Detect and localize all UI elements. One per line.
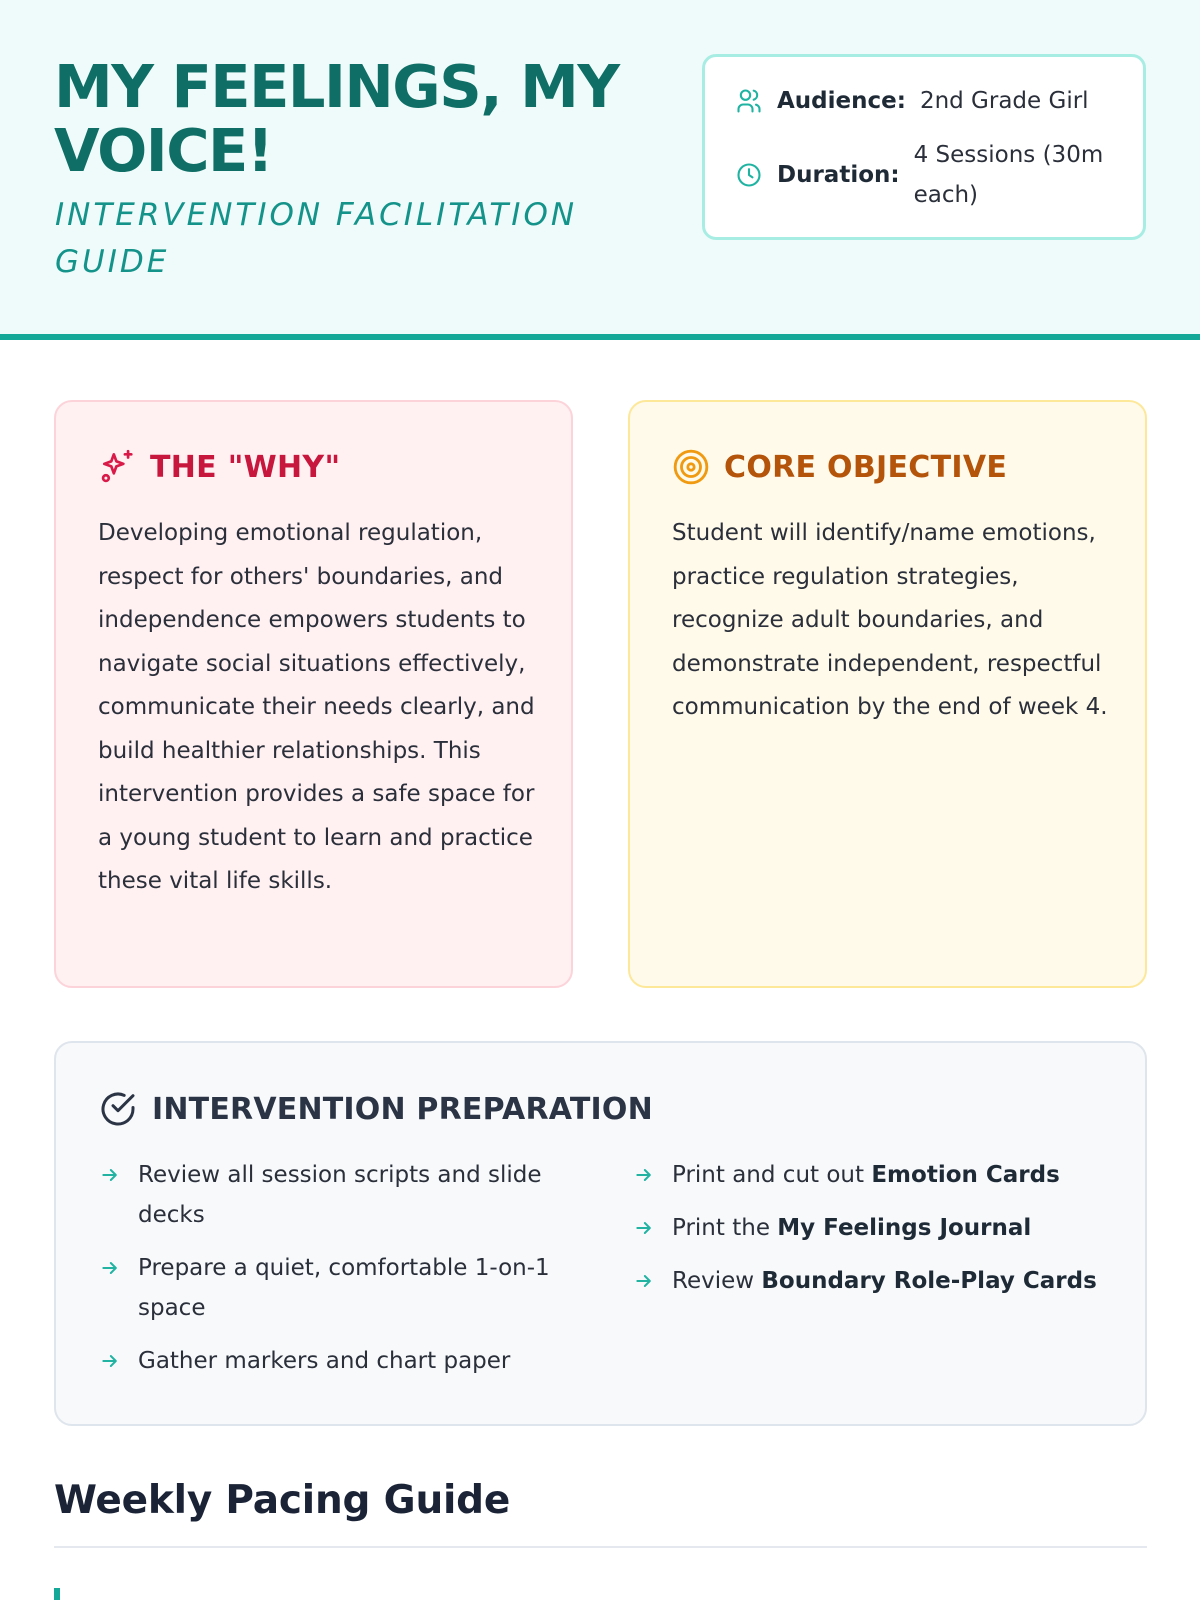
page-title: MY FEELINGS, MY VOICE!: [54, 52, 619, 185]
duration-row: [735, 135, 1124, 215]
duration-value: 4 Sessions (30m each): [913, 142, 1104, 208]
objective-title: CORE OBJECTIVE: [724, 449, 1008, 485]
list-item-text: [672, 1261, 1097, 1301]
preparation-panel: [54, 1041, 1147, 1426]
clock-icon: [735, 161, 763, 189]
list-item: [634, 1155, 1124, 1195]
audience-value: 2nd Grade Girl: [919, 88, 1089, 114]
section-divider: [54, 1546, 1147, 1548]
list-item-prefix: Print the: [672, 1215, 778, 1241]
timeline-accent: [54, 1588, 60, 1600]
arrow-right-icon: [100, 1155, 122, 1195]
why-title: THE "WHY": [150, 449, 341, 485]
check-circle-icon: [98, 1089, 138, 1129]
list-item-bold: My Feelings Journal: [777, 1215, 1032, 1241]
page-subtitle: INTERVENTION FACILITATION GUIDE: [55, 197, 578, 280]
duration-label: Duration:: [777, 162, 900, 188]
list-item-bold: Boundary Role-Play Cards: [761, 1268, 1097, 1294]
list-item: [634, 1261, 1124, 1301]
users-icon: [735, 87, 763, 115]
arrow-right-icon: [100, 1341, 122, 1381]
target-icon: [672, 448, 710, 486]
why-body: Developing emotional regulation, respect for others' boundaries, and independence empowers students to navigate social situations effectively, communicate their needs clearly, and build healthier relationships. This intervention provides a safe space for a young student to learn and practice these vital life skills.: [98, 520, 535, 894]
objective-card-header: [672, 448, 1007, 486]
list-item-text: [672, 1208, 1031, 1248]
sparkles-icon: [98, 448, 136, 486]
arrow-right-icon: [100, 1248, 122, 1288]
list-item-text: Review all session scripts and slide decks: [138, 1162, 542, 1228]
preparation-list-left: [100, 1155, 570, 1394]
objective-card: [628, 400, 1147, 988]
list-item: [634, 1208, 1124, 1248]
arrow-right-icon: [634, 1208, 656, 1248]
preparation-list-right: [634, 1155, 1124, 1314]
why-card-header: [98, 448, 340, 486]
list-item-text: Prepare a quiet, comfortable 1-on-1 space: [138, 1255, 550, 1321]
list-item: [100, 1341, 570, 1381]
weekly-pacing-heading: Weekly Pacing Guide: [54, 1478, 511, 1523]
header-banner: [0, 0, 1200, 340]
list-item: [100, 1155, 570, 1235]
list-item-bold: Emotion Cards: [871, 1162, 1060, 1188]
list-item-prefix: Review: [672, 1268, 762, 1294]
list-item: [100, 1248, 570, 1328]
preparation-title: INTERVENTION PREPARATION: [152, 1091, 653, 1127]
list-item-text: Gather markers and chart paper: [138, 1348, 511, 1374]
objective-body: Student will identify/name emotions, practice regulation strategies, recognize adult boundaries, and demonstrate independent, respectful communication by the end of week 4.: [672, 520, 1108, 720]
why-card: [54, 400, 573, 988]
session-info-box: [702, 54, 1146, 240]
list-item-text: [672, 1155, 1060, 1195]
arrow-right-icon: [634, 1155, 656, 1195]
arrow-right-icon: [634, 1261, 656, 1301]
list-item-prefix: Print and cut out: [672, 1162, 872, 1188]
preparation-header: [98, 1089, 653, 1129]
audience-row: [735, 87, 1089, 115]
audience-label: Audience:: [777, 88, 906, 114]
